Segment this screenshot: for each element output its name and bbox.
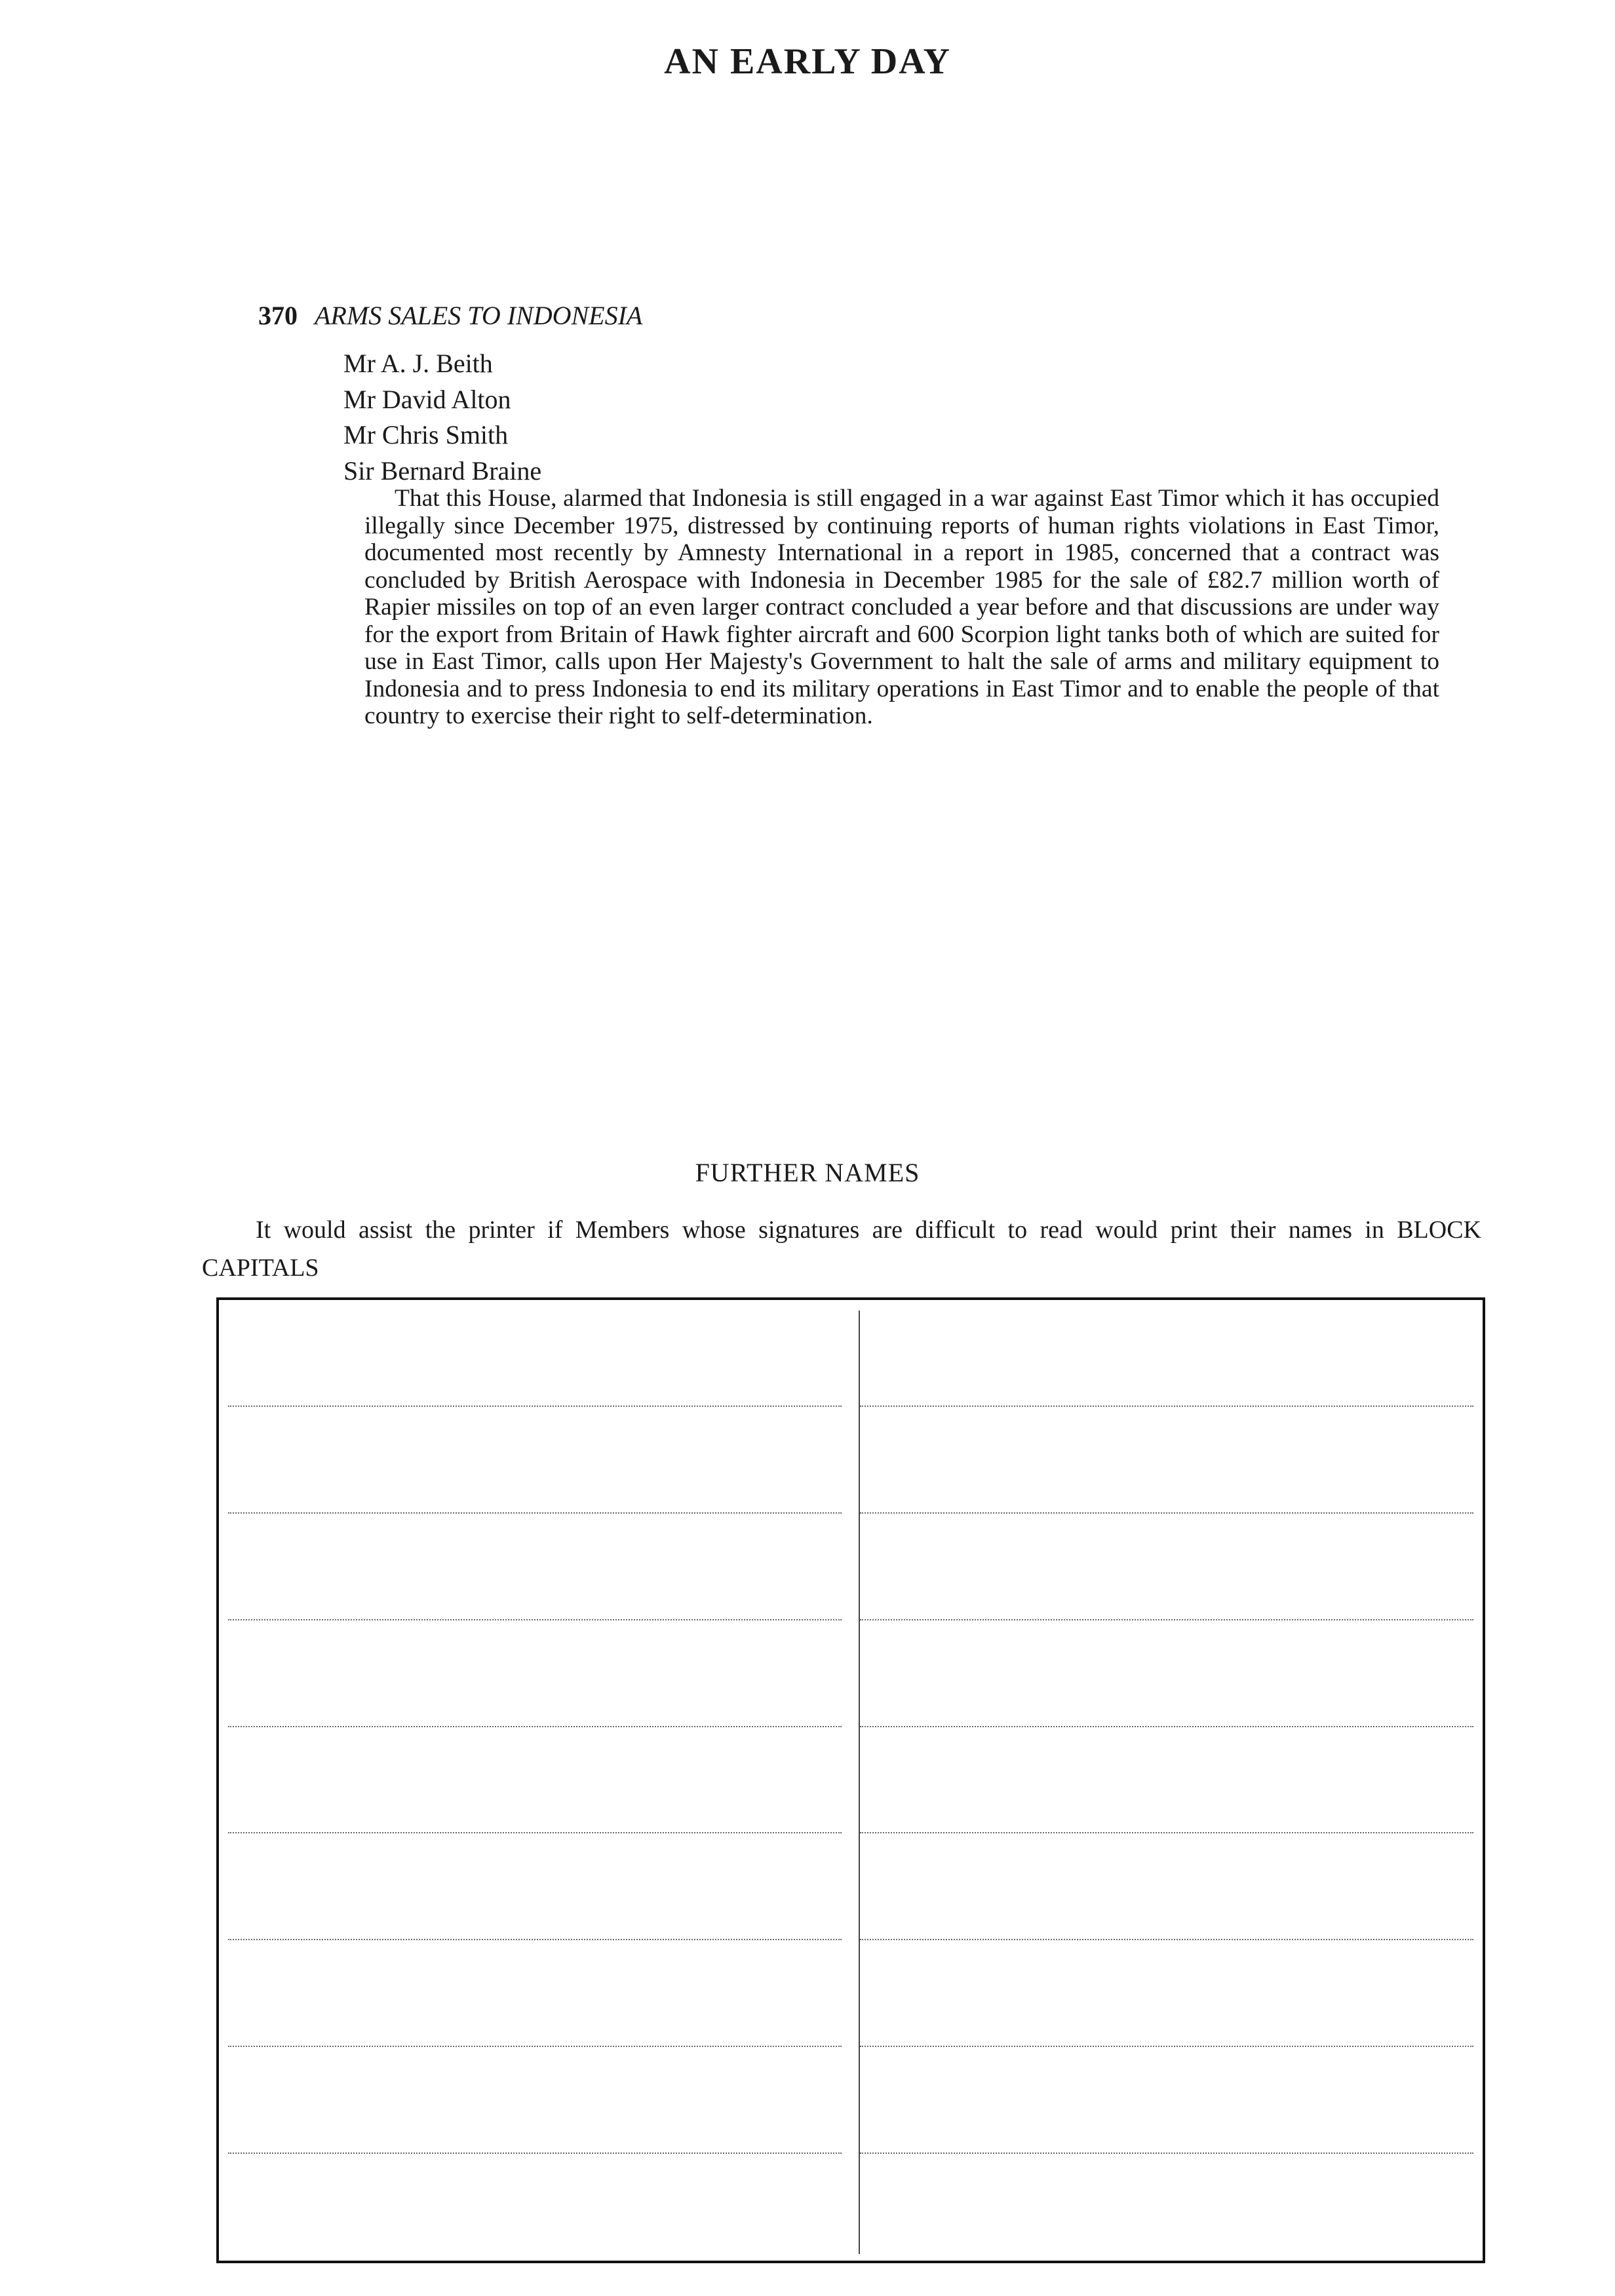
sponsor-list — [343, 346, 541, 489]
signature-line[interactable] — [860, 2047, 1473, 2154]
signature-line[interactable] — [860, 2154, 1473, 2261]
signature-line[interactable] — [228, 2047, 842, 2154]
sponsor-name: Sir Bernard Braine — [343, 455, 542, 486]
signature-line[interactable] — [228, 1940, 842, 2047]
signature-line[interactable] — [860, 1727, 1473, 1834]
signature-line[interactable] — [228, 1833, 842, 1940]
signature-line[interactable] — [228, 1407, 842, 1514]
signature-line[interactable] — [860, 1300, 1473, 1407]
motion-title: ARMS SALES TO INDONESIA — [315, 301, 643, 330]
signature-line[interactable] — [860, 1514, 1473, 1620]
motion-number: 370 — [258, 301, 298, 330]
further-names-heading: FURTHER NAMES — [695, 1158, 920, 1187]
sponsor-name: Mr David Alton — [343, 384, 511, 414]
sponsor-name: Mr A. J. Beith — [343, 349, 493, 378]
signature-line[interactable] — [860, 1407, 1473, 1514]
motion-text: That this House, alarmed that Indonesia is still engaged in a war against East Timor which it has occupied illegally since December 1975, distressed by continuing reports of human rights violations in East Timor, documented most recently by Amnesty International in a report in 1985, concerned that a contract was concluded by British Aerospace with Indonesia in December 1985 for the sale of £82.7 million worth of Rapier missiles on top of an even larger contract concluded a year before and that discussions are under way for the export from Britain of Hawk fighter aircraft and 600 Scorpion light tanks both of which are suited for use in East Timor, calls upon Her Majesty's Government to halt the sale of arms and military equipment to Indonesia and to press Indonesia to end its military operations in East Timor and to enable the people of that country to exercise their right to self-determination. — [364, 485, 1439, 729]
sponsor-name: Mr Chris Smith — [343, 420, 509, 450]
signature-grid — [216, 1297, 1485, 2263]
page-footer-cutoff — [0, 2279, 1615, 2296]
signature-line[interactable] — [860, 1833, 1473, 1940]
signature-line[interactable] — [860, 1940, 1473, 2047]
page-title: AN EARLY DAY — [664, 41, 951, 82]
signature-line[interactable] — [228, 2154, 842, 2261]
signature-line[interactable] — [228, 1727, 842, 1834]
signature-line[interactable] — [228, 1514, 842, 1620]
signature-line[interactable] — [860, 1620, 1473, 1727]
motion-heading — [258, 300, 642, 331]
signature-line[interactable] — [228, 1620, 842, 1727]
block-capitals-instruction: It would assist the printer if Members whose signatures are difficult to read would print their names in BLOCK CAPITALS — [202, 1216, 1481, 1282]
signature-line[interactable] — [228, 1300, 842, 1407]
